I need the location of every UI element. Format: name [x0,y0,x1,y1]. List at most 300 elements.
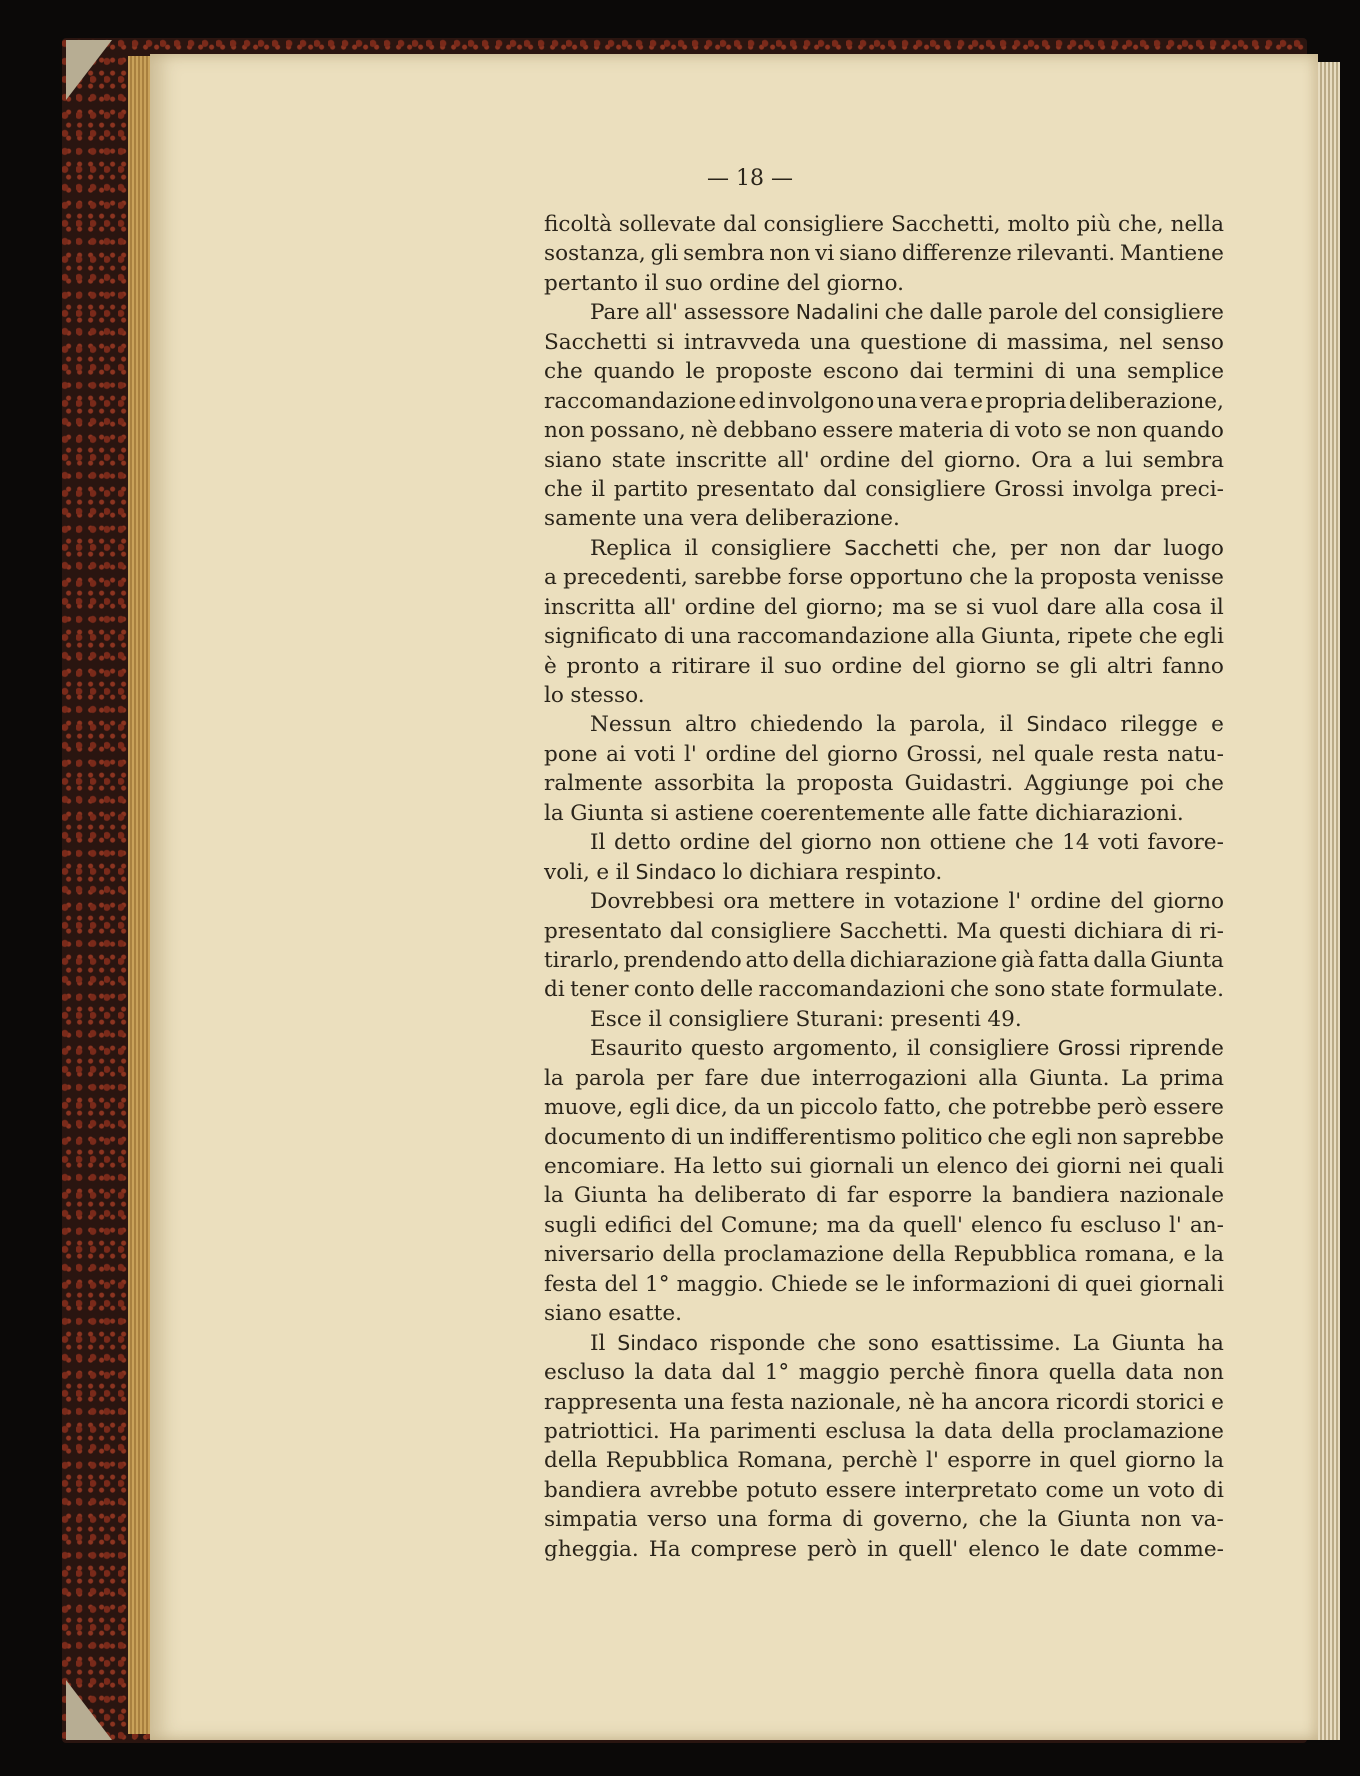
word: ha [657,1183,685,1209]
word: una [716,1507,758,1533]
word: Romana, [737,1448,834,1474]
word: astiene [674,800,754,826]
word: fatta [1038,947,1090,973]
word: Ora [1031,447,1073,473]
word: la [915,1418,935,1444]
text-line [544,1388,1224,1417]
word: venisse [1143,565,1224,591]
word: precedenti, [563,565,688,591]
word: fu [1050,1212,1073,1238]
word: Sacchetti. [838,918,949,944]
word: proposte [715,359,813,385]
word: la [876,712,897,738]
word: Grossi, [906,741,984,767]
word: si [966,594,985,620]
word: da [868,1212,895,1238]
word: giorno [1153,889,1224,915]
word: quell' [902,1212,963,1238]
word: giorno; [805,594,884,620]
word: di [842,1507,863,1533]
word: voli, [544,859,590,885]
word: maggio [798,1360,880,1386]
text-line [544,563,1224,592]
word: sollevate [618,212,717,237]
word: a [1082,447,1095,473]
word: Sacchetti, [890,212,1001,237]
text-line [544,681,1224,710]
word: sembra [683,241,765,267]
word: a [648,653,662,679]
word: consigliere [763,212,885,237]
word: lo [722,859,743,885]
text-line [544,1123,1224,1152]
word: più [1076,212,1112,237]
word: Sacchetti [544,329,647,355]
word: vi [815,241,835,267]
word: sui [769,1154,802,1179]
word: fanno [1162,653,1224,679]
word: non [769,241,811,267]
text-line [544,828,1224,857]
word: La [1072,1330,1100,1356]
word: luogo [1163,535,1224,561]
word: differenze [901,241,1012,267]
word: Sturani: [795,1006,885,1032]
word: per [1010,535,1048,561]
word: del [763,594,798,620]
word: proposta [796,771,894,797]
word: ricordi [1055,1389,1130,1415]
word: forse [787,565,844,591]
word: di [1203,1477,1224,1503]
word: voti [634,741,676,767]
text-line [544,1535,1224,1564]
word: questione [860,329,968,355]
word: 1° [764,1360,790,1386]
word: far [846,1183,879,1209]
text-line [544,1005,1224,1034]
word: alla [935,624,975,650]
word: intravveda [683,329,801,355]
word: Guidastri. [904,771,1014,797]
word: forma [767,1507,833,1533]
word: giorno [955,653,1027,679]
word: Giunta [570,800,644,826]
word: un [696,1124,725,1150]
word: deliberazione. [744,506,900,532]
word: bandiera [1012,1183,1110,1209]
word: che, [951,535,998,561]
word: ha [1197,1330,1224,1356]
word: Pare [590,300,640,326]
word: 14 [1062,830,1090,856]
text-line [544,298,1224,327]
word: in [864,889,886,915]
word: essere [822,418,894,444]
word: conto [633,977,695,1003]
word: essere [1153,1095,1224,1121]
word: muove, [544,1095,624,1121]
word: tirarlo, [544,947,620,973]
word: saprebbe [1122,1124,1224,1150]
word: il [644,270,659,296]
word: tener [570,977,629,1003]
word: prendendo [623,947,742,973]
word: della [792,947,846,973]
word: Esce [590,1006,642,1032]
word: due [760,1065,801,1091]
word: gli [650,241,679,267]
word: la [1014,565,1035,591]
word: non [1076,1124,1118,1150]
word: la [1027,1507,1048,1533]
word: di [976,329,998,355]
word: non [1096,418,1138,444]
word: che [947,1095,987,1121]
word: siano [544,447,602,473]
word: voto [1148,1477,1195,1503]
text-line [544,769,1224,798]
word: il [615,859,630,885]
word: Aggiunge [1024,771,1129,797]
word: Repubblica [605,1448,729,1474]
word: rappresenta [544,1389,678,1415]
word: una [809,329,851,355]
word: fatte [977,800,1029,826]
word: e [970,388,984,414]
word: niversario [544,1242,655,1268]
word: sono [994,977,1046,1003]
word: Il [590,1330,606,1356]
word: quando [593,359,675,385]
word: ordine [709,270,781,296]
text-line [544,799,1224,828]
word: se [1067,418,1092,444]
word: per [656,1065,694,1091]
word: egli [1183,624,1224,650]
word: delle [699,977,754,1003]
word: esatte. [608,1301,682,1327]
word: un [766,1095,795,1121]
word: Giunta. [1029,1065,1110,1091]
word: nè [908,1389,935,1415]
text-line [544,975,1224,1004]
text-line [544,1152,1224,1181]
word: finora [974,1360,1040,1386]
word: pronto [566,653,640,679]
word: di [1044,359,1066,385]
word: all' [645,300,679,326]
word: ordine [705,741,777,767]
word: Giunta [573,1183,648,1209]
word: che [978,1507,1018,1533]
text-line [544,239,1224,268]
word: è [544,653,557,679]
word: il [591,476,606,502]
page-number: — 18 — [707,166,793,191]
word: escluso [1080,1212,1162,1238]
text-line [544,740,1224,769]
word: non [1059,535,1101,561]
word: di [816,1183,837,1209]
word: vera [919,388,968,414]
word: l' [926,1448,939,1474]
word: opportuno [849,565,963,591]
word: ordine [1030,889,1102,915]
word: proposta [1040,565,1137,591]
word: Dovrebbesi [590,889,715,915]
word: pone [544,741,598,767]
word: e [596,859,610,885]
word: dar [1113,535,1151,561]
body-text [544,210,1224,1564]
word: stesso. [570,683,645,708]
word: Il [590,830,606,856]
word: della [662,1242,716,1268]
word: esclusa [825,1418,907,1444]
word: del [784,741,819,767]
word: dal [721,1360,756,1386]
word: esporre [888,1183,973,1209]
text-line [544,1240,1224,1269]
word: ripete [1067,624,1133,650]
word: si [650,800,669,826]
word: Giunta [1111,1330,1186,1356]
word: altri [1106,653,1153,679]
text-line [544,357,1224,386]
word: che [987,1124,1027,1150]
text-line [544,534,1224,563]
word: deliberazione, [1068,388,1224,414]
word: parole [988,300,1059,326]
word: che [817,1330,857,1356]
word: ed [738,388,766,414]
word: di [1057,1271,1078,1297]
word: di [544,977,565,1003]
word: Repubblica [953,1242,1077,1268]
word: favore- [1147,830,1224,856]
word: elenco [936,1154,1008,1179]
word: consigliere [668,1006,789,1032]
word: informazioni [912,1271,1051,1297]
word: dice, [675,1095,728,1121]
word: Nessun [590,712,672,738]
speaker-name: Sindaco [1026,712,1108,737]
word: giornali [1139,1271,1224,1297]
word: parola, [909,712,987,738]
word: quel [1069,1448,1117,1474]
word: Giunta [1057,1507,1131,1533]
word: storici [1135,1389,1205,1415]
word: consigliere [928,1036,1050,1062]
word: atto [745,947,789,973]
word: giorno [800,830,872,856]
speaker-name: Nadalini [795,300,879,325]
word: risponde [709,1330,806,1356]
speaker-name: Sindaco [617,1330,698,1355]
word: bandiera [544,1477,642,1503]
word: samente [544,506,637,532]
word: lui [1104,447,1133,473]
word: elenco [970,1212,1043,1238]
word: assorbita [653,771,755,797]
text-line [544,1358,1224,1387]
word: il [999,712,1014,738]
word: non [880,830,922,856]
word: giorno. [943,447,1022,473]
word: il [648,1006,662,1032]
word: comme- [1137,1536,1224,1562]
word: ritirare [671,653,751,679]
word: già [1001,947,1035,973]
word: festa [730,1389,785,1415]
word: consigliere [710,918,832,944]
word: egli [629,1095,670,1121]
word: la [1204,1448,1224,1474]
word: di [670,1124,692,1150]
word: proclamazione [723,1242,885,1268]
word: possano, [590,418,686,444]
word: patriottici. [544,1418,660,1444]
word: quando [1142,418,1224,444]
word: pertanto [544,270,639,296]
word: alle [931,800,972,826]
word: ma [826,1212,861,1238]
text-line [544,1446,1224,1475]
word: 49. [987,1006,1022,1032]
text-line [544,1417,1224,1446]
text-line [544,622,1224,651]
word: essere [825,1477,897,1503]
word: voti [1098,830,1139,856]
word: materia [898,418,984,444]
word: sembra [1142,447,1224,473]
word: e [1211,1389,1224,1415]
word: dalla [1093,947,1147,973]
word: parimenti [709,1418,817,1444]
word: del [679,1212,713,1238]
word: rilevanti. [1016,241,1116,267]
word: sugli [544,1212,597,1238]
word: il [906,1036,921,1062]
word: dare [1046,594,1097,620]
word: non [1140,1507,1182,1533]
word: di [1171,918,1192,944]
word: di [663,624,685,650]
word: dal [669,918,704,944]
word: data [663,1360,712,1386]
text-line [544,710,1224,739]
word: semplice [1127,359,1224,385]
word: se [1035,653,1060,679]
word: a [544,565,557,591]
word: la [544,1183,564,1209]
word: ancora [974,1389,1050,1415]
word: prima [1159,1065,1224,1091]
word: siano [544,1301,602,1327]
word: parola [575,1065,645,1091]
word: da [733,1095,761,1121]
word: Grossi [994,476,1064,502]
word: quell' [897,1536,959,1562]
word: Chiede [771,1271,848,1297]
word: Mantiene [1119,241,1224,267]
text-line [544,1299,1224,1328]
word: rilegge [1120,712,1198,738]
word: se [854,1271,879,1297]
word: assessore [683,300,790,326]
word: molto [1007,212,1070,237]
word: state [611,447,666,473]
word: an- [1189,1212,1224,1238]
word: vera [690,506,739,532]
word: comprese [690,1536,798,1562]
word: egli [1031,1124,1072,1150]
word: politico [901,1124,983,1150]
word: che [969,565,1008,591]
word: data [943,1418,993,1444]
word: documento [544,1124,666,1150]
text-line [544,1064,1224,1093]
word: elenco [968,1536,1040,1562]
word: sarebbe [694,565,782,591]
word: questo [690,1036,765,1062]
word: che [1138,624,1178,650]
word: riprende [1129,1036,1224,1062]
word: dichiara [1073,918,1164,944]
word: dei [1015,1154,1049,1179]
word: Esaurito [590,1036,683,1062]
word: formulate. [1110,977,1224,1003]
word: potrebbe [992,1095,1092,1121]
word: voto [1014,418,1062,444]
word: escono [822,359,899,385]
text-line [544,1505,1224,1534]
word: festa [544,1271,598,1297]
word: che [1014,830,1054,856]
word: maggio. [676,1271,764,1297]
word: deliberato [694,1183,807,1209]
text-line [544,446,1224,475]
word: le [885,1271,906,1297]
word: l' [683,741,697,767]
word: che [544,476,583,502]
text-line [544,1181,1224,1210]
word: che [544,359,583,385]
word: della [892,1242,946,1268]
word: natu- [1167,741,1224,767]
word: la [544,1065,564,1091]
word: la [1204,1242,1224,1268]
word: partito [613,476,688,502]
word: simpatia [544,1507,638,1533]
word: nel [1118,329,1153,355]
word: romana, [1084,1242,1176,1268]
word: all' [777,447,810,473]
text-line [544,1270,1224,1299]
word: del [758,830,793,856]
word: giorno [826,741,898,767]
word: massima, [1006,329,1110,355]
word: quei [1084,1271,1133,1297]
word: una [683,1389,725,1415]
word: termini [953,359,1034,385]
word: una [690,624,732,650]
word: ordine [819,447,891,473]
word: in [867,1536,888,1562]
word: dichiara [749,859,839,885]
word: non [1183,1360,1224,1386]
